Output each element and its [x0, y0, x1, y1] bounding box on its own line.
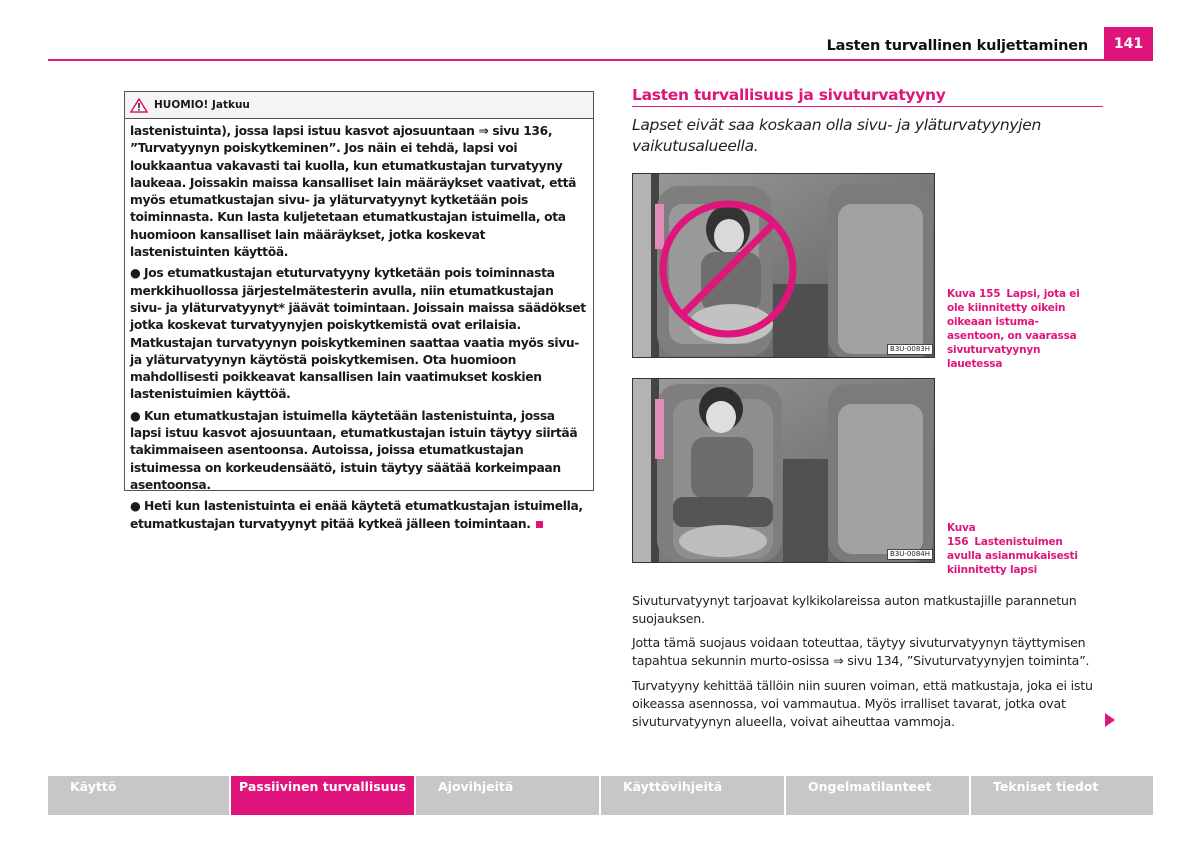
- page-number: 141: [1104, 27, 1153, 60]
- figure-label: Kuva 155: [947, 288, 1001, 300]
- warning-triangle-icon: [130, 98, 148, 113]
- bullet-icon: ●: [130, 499, 141, 514]
- figure-155-image: [632, 173, 935, 358]
- continue-arrow-icon[interactable]: [1105, 713, 1115, 727]
- child-safe-illustration: [633, 379, 935, 563]
- warning-bullet-item: [130, 265, 588, 403]
- figure-code: B3U-0084H: [887, 549, 933, 560]
- warning-title: HUOMIO! Jatkuu: [154, 99, 250, 111]
- figure-caption-text: Lastenistuimen avulla asianmukaisesti kiinnitetty lapsi: [947, 536, 1078, 576]
- body-paragraph: Turvatyyny kehittää tällöin niin suuren voiman, että matkustaja, joka ei istu oikeassa asennossa, voi vammautua. Myös irralliset tavarat, jotka ovat sivuturvatyynyn alueella, voivat aiheuttaa vammoja.: [632, 678, 1093, 729]
- figure-155-caption: [947, 287, 1087, 371]
- warning-header: [125, 92, 593, 119]
- header-rule: [48, 59, 1153, 61]
- tab-kaytto[interactable]: Käyttö: [48, 776, 229, 815]
- footer-nav: [48, 776, 1153, 815]
- warning-body: [125, 119, 593, 533]
- body-paragraph: Sivuturvatyynyt tarjoavat kylkikolareissa auton matkustajille parannetun suojauksen.: [632, 593, 1077, 626]
- end-marker-icon: [536, 521, 543, 528]
- figure-caption-text: Lapsi, jota ei ole kiinnitetty oikein oikeaan istuma-asentoon, on vaarassa sivuturvatyynyn lauetessa: [947, 288, 1080, 370]
- tab-tekniset-tiedot[interactable]: Tekniset tiedot: [971, 776, 1153, 815]
- section-title: Lasten turvallisuus ja sivuturvatyyny: [632, 86, 1103, 107]
- warning-bullet-text: Jos etumatkustajan etuturvatyyny kytketään pois toiminnasta merkkihuollossa järjestelmätesterin avulla, niin etumatkustajan sivu- ja yläturvatyynyt* jäävät toimintaan. Joissain maissa säädökset jotka koskevat turvatyynyjen poiskytkemistä ovat erilaisia. Matkustajan turvatyynyn poiskytkeminen saattaa vaatia myös sivu- ja yläturvatyynyn käytöstä poiskytkemisen. Ota huomioon mahdollisesti poikkeavat kansallisen lain vaatimukset koskien lastenistuimien käyttöä.: [130, 266, 586, 402]
- figure-code: B3U-0083H: [887, 344, 933, 355]
- warning-bullet-item: [130, 498, 588, 533]
- child-unsafe-illustration: [633, 174, 935, 358]
- bullet-icon: ●: [130, 408, 141, 423]
- tab-passiivinen-turvallisuus[interactable]: Passiivinen turvallisuus: [231, 776, 414, 815]
- section-intro: Lapset eivät saa koskaan olla sivu- ja yläturvatyynyjen vaikutusalueella.: [632, 116, 1042, 155]
- tab-ajovihjeita[interactable]: Ajovihjeitä: [416, 776, 599, 815]
- page-header-title: Lasten turvallinen kuljettaminen: [826, 38, 1088, 54]
- warning-bullet-text: Kun etumatkustajan istuimella käytetään lastenistuinta, jossa lapsi istuu kasvot ajosuuntaan, etumatkustajan istuin täytyy siirtää takimmaiseen asentoonsa. Autoissa, joissa etumatkustajan istuimessa on korkeudensäätö, istuin täytyy säätää korkeimpaan asentoonsa.: [130, 408, 578, 492]
- figure-156-image: [632, 378, 935, 563]
- warning-bullet-text: Heti kun lastenistuinta ei enää käytetä etumatkustajan istuimella, etumatkustajan turvatyynyt pitää kytkeä jälleen toimintaan.: [130, 499, 583, 531]
- warning-paragraph: lastenistuinta), jossa lapsi istuu kasvot ajosuuntaan ⇒ sivu 136, ”Turvatyynyn poiskytkeminen”. Jos näin ei tehdä, lapsi voi loukkaantua vakavasti tai kuolla, kun etumatkustajan turvatyyny laukeaa. Joissakin maissa kansalliset lain määräykset vaativat, että myös etumatkustajan sivu- ja yläturvatyynyt kytketään pois toiminnasta. Kun lasta kuljetetaan etumatkustajan istuimella, ota huomioon kansalliset lain määräykset, jotka koskevat lastenistuinten käyttöä.: [130, 124, 577, 260]
- warning-box: [124, 91, 594, 531]
- figure-label: Kuva 156: [947, 522, 976, 548]
- tab-ongelmatilanteet[interactable]: Ongelmatilanteet: [786, 776, 969, 815]
- warning-bullet-item: [130, 408, 588, 494]
- body-paragraph: Jotta tämä suojaus voidaan toteuttaa, täytyy sivuturvatyynyn täyttymisen tapahtua sekunnin murto-osissa ⇒ sivu 134, ”Sivuturvatyynyjen toiminta”.: [632, 635, 1090, 668]
- figure-156-caption: [947, 521, 1087, 577]
- tab-kayttovihjeita[interactable]: Käyttövihjeitä: [601, 776, 784, 815]
- bullet-icon: ●: [130, 266, 141, 281]
